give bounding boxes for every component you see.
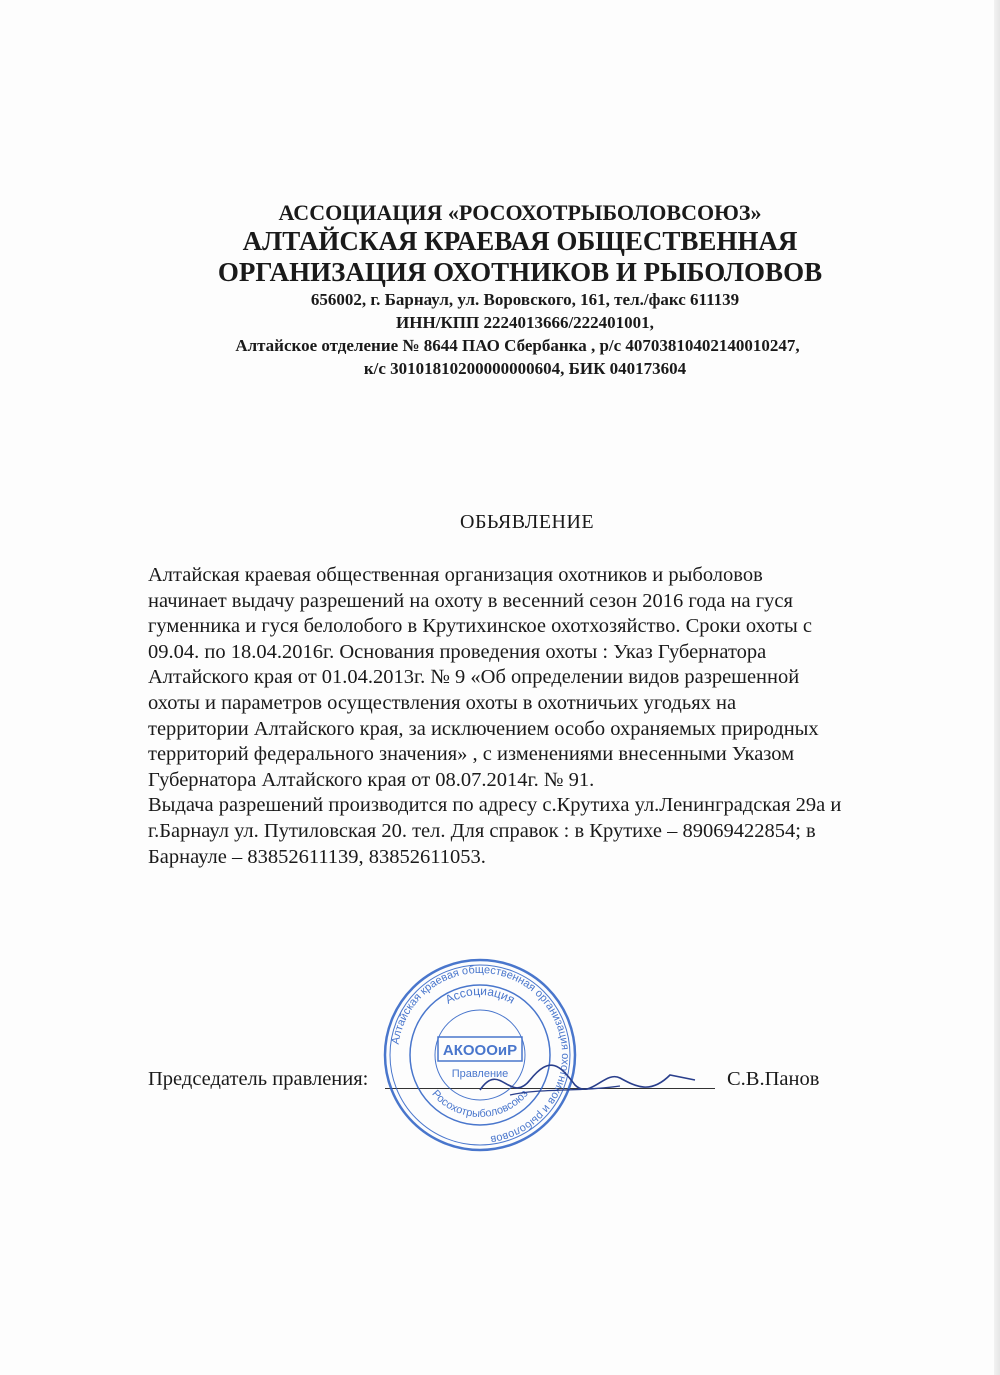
body-line: г.Барнаул ул. Путиловская 20. тел. Для справок : в Крутихе – 89069422854; в bbox=[148, 819, 816, 842]
stamp-inner-top-wrap bbox=[443, 984, 517, 1007]
organization-name-line1: АЛТАЙСКАЯ КРАЕВАЯ ОБЩЕСТВЕННАЯ bbox=[242, 226, 798, 256]
stamp-sub-text: Правление bbox=[451, 1068, 509, 1080]
body-line: Выдача разрешений производится по адресу с.Крутиха ул.Ленинградская 29а и bbox=[148, 794, 842, 817]
association-name: АССОЦИАЦИЯ «РОСОХОТРЫБОЛОВСОЮЗ» bbox=[278, 200, 762, 225]
stamp-outer-text: Алтайская краевая общественная организация охотников и рыболовов bbox=[389, 963, 572, 1146]
signer-title: Председатель правления: bbox=[148, 1068, 369, 1090]
body-line: территорий федерального значения» , с изменениями внесенными Указом bbox=[148, 743, 795, 766]
handwritten-signature bbox=[470, 1050, 700, 1110]
organization-bank: Алтайское отделение № 8644 ПАО Сбербанка , р/с 40703810402140010247, bbox=[235, 336, 800, 355]
body-line: Губернатора Алтайского края от 08.07.2014г. № 91. bbox=[148, 768, 595, 791]
stamp-center-text: АКОООиР bbox=[442, 1042, 518, 1059]
stamp-inner-top-text: Ассоциация bbox=[442, 983, 518, 1007]
organization-name-line2: ОРГАНИЗАЦИЯ ОХОТНИКОВ И РЫБОЛОВОВ bbox=[217, 257, 823, 287]
organization-address: 656002, г. Барнаул, ул. Воровского, 161, тел./факс 611139 bbox=[310, 290, 740, 309]
body-line: территории Алтайского края, за исключением особо охраняемых природных bbox=[148, 717, 819, 740]
organization-bank-details: к/с 30101810200000000604, БИК 040173604 bbox=[363, 359, 687, 378]
body-line: охоты и параметров осуществления охоты в охотничьих угодьях на bbox=[148, 691, 737, 714]
announcement-body bbox=[148, 563, 888, 870]
signer-name: С.В.Панов bbox=[727, 1068, 820, 1090]
body-line: Алтайская краевая общественная организация охотников и рыболовов bbox=[148, 564, 763, 586]
body-line: 09.04. по 18.04.2016г. Основания проведения охоты : Указ Губернатора bbox=[148, 640, 767, 663]
body-line: начинает выдачу разрешений на охоту в весенний сезон 2016 года на гуся bbox=[148, 589, 793, 612]
stamp-inner-bottom-text: Росохотрыболовсоюз bbox=[429, 1087, 531, 1121]
letterhead bbox=[150, 200, 930, 380]
scan-edge bbox=[994, 0, 1000, 1375]
body-line: гуменника и гуся белолобого в Крутихинское охотхозяйство. Сроки охоты с bbox=[148, 615, 812, 638]
organization-inn: ИНН/КПП 2224013666/222401001, bbox=[396, 313, 654, 332]
announcement-title: ОБЬЯВЛЕНИЕ bbox=[460, 511, 595, 533]
body-line: Алтайского края от 01.04.2013г. № 9 «Об определении видов разрешенной bbox=[148, 666, 800, 689]
body-line: Барнауле – 83852611139, 83852611053. bbox=[148, 845, 486, 868]
